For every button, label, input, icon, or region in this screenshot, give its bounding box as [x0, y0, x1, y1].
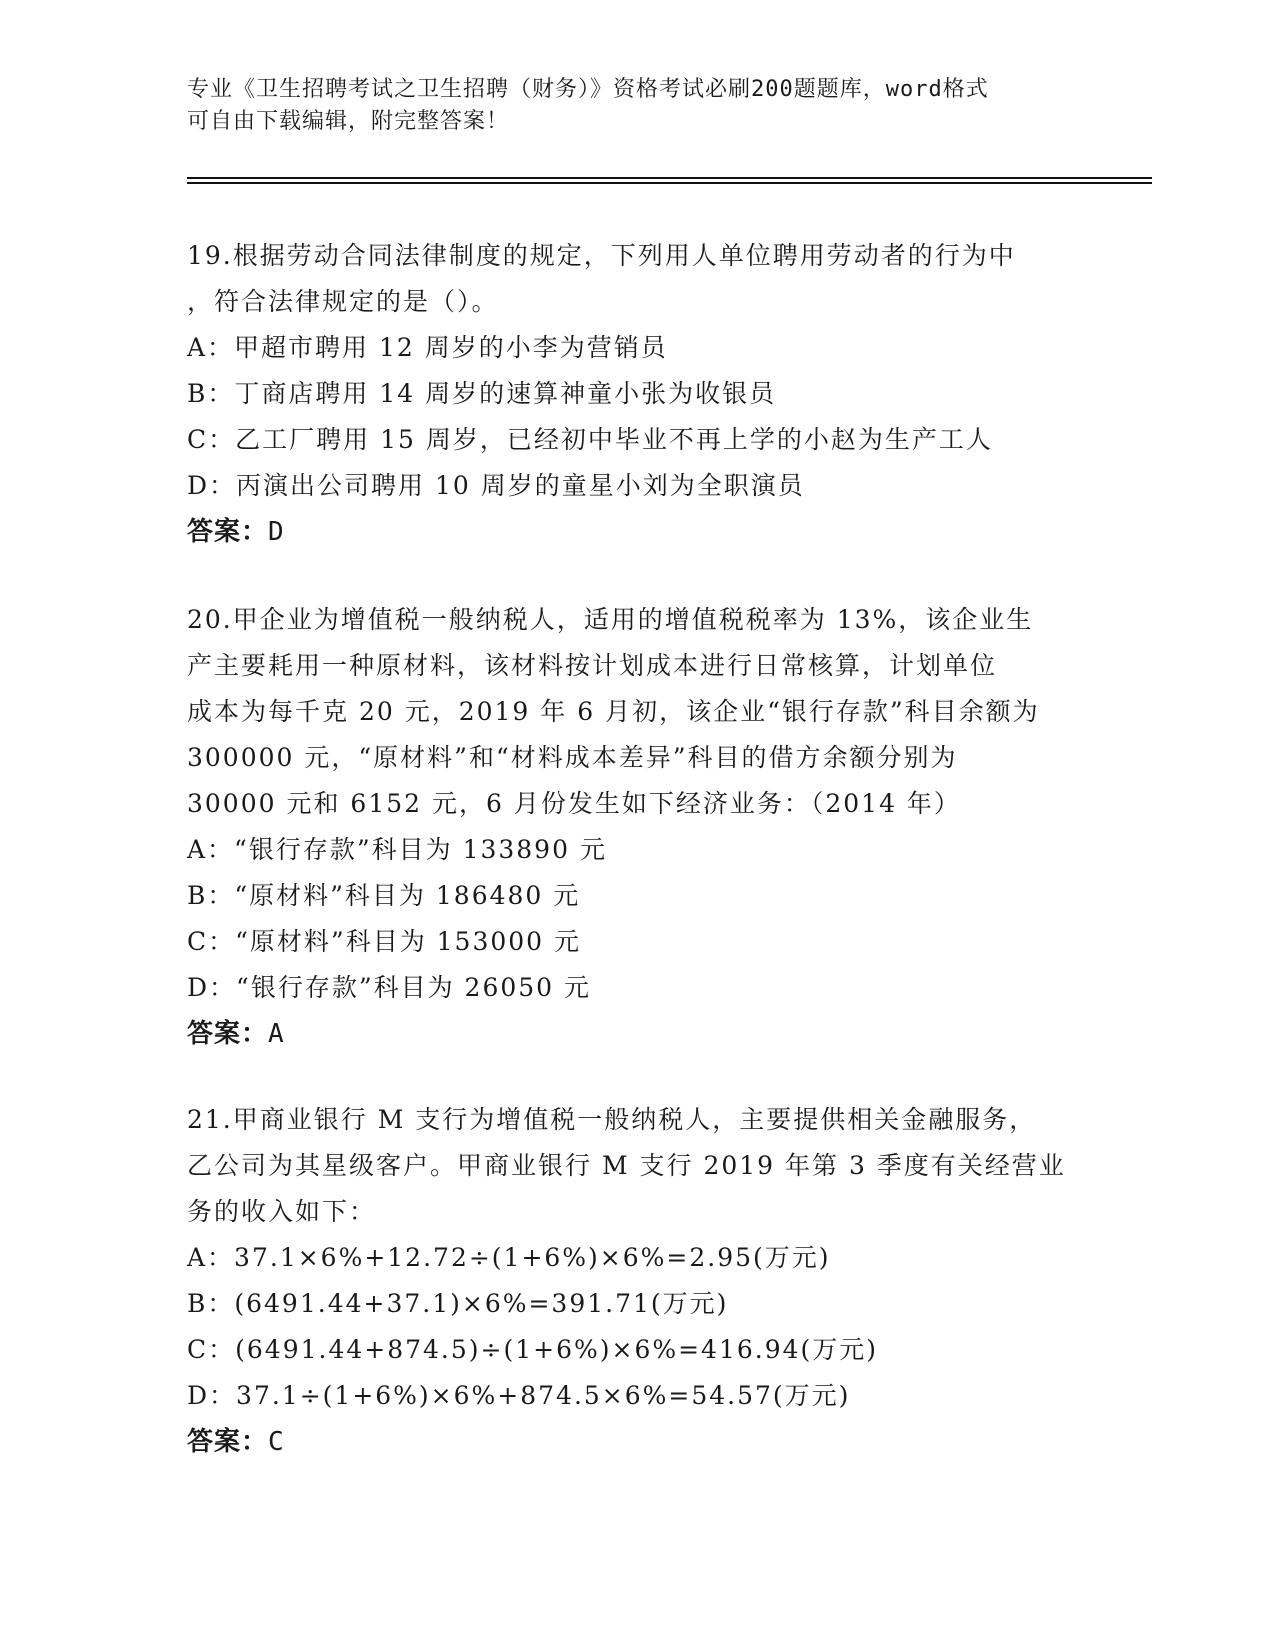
question-19	[187, 233, 1087, 555]
option-c: C：(6491.44+874.5)÷(1+6%)×6%=416.94(万元)	[187, 1335, 879, 1364]
answer-value: D	[268, 517, 285, 547]
option-c: C：乙工厂聘用 15 周岁，已经初中毕业不再上学的小赵为生产工人	[187, 425, 993, 454]
question-stem-line: 成本为每千克 20 元，2019 年 6 月初，该企业“银行存款”科目余额为	[187, 697, 1040, 726]
option-b: B：(6491.44+37.1)×6%=391.71(万元)	[187, 1289, 729, 1318]
document-header	[187, 74, 1087, 138]
answer-label: 答案：	[187, 1427, 269, 1457]
question-stem-line: 务的收入如下：	[187, 1197, 377, 1226]
question-stem-line: 30000 元和 6152 元，6 月份发生如下经济业务：（2014 年）	[187, 789, 961, 818]
answer-value: A	[268, 1019, 285, 1049]
option-a: A：37.1×6%+12.72÷(1+6%)×6%=2.95(万元)	[187, 1243, 831, 1272]
question-21	[187, 1097, 1087, 1465]
question-stem-line: 产主要耗用一种原材料，该材料按计划成本进行日常核算，计划单位	[187, 651, 998, 680]
answer-value: C	[268, 1427, 285, 1457]
question-20	[187, 597, 1087, 1057]
option-c: C：“原材料”科目为 153000 元	[187, 927, 582, 956]
answer-line	[187, 509, 1087, 555]
answer-line	[187, 1419, 1087, 1465]
header-divider-bottom	[187, 182, 1152, 184]
question-stem-line: 20.甲企业为增值税一般纳税人，适用的增值税税率为 13%，该企业生	[187, 605, 1034, 634]
header-line-2: 可自由下载编辑，附完整答案！	[187, 109, 510, 134]
answer-label: 答案：	[187, 1019, 269, 1049]
answer-line	[187, 1011, 1087, 1057]
option-a: A：“银行存款”科目为 133890 元	[187, 835, 607, 864]
option-b: B：“原材料”科目为 186480 元	[187, 881, 581, 910]
option-b: B：丁商店聘用 14 周岁的速算神童小张为收银员	[187, 379, 777, 408]
header-line-1: 专业《卫生招聘考试之卫生招聘（财务）》资格考试必刷200题题库，word格式	[187, 77, 989, 102]
answer-label: 答案：	[187, 517, 269, 547]
option-d: D：“银行存款”科目为 26050 元	[187, 973, 592, 1002]
header-divider-top	[187, 177, 1152, 179]
question-stem-line: 乙公司为其星级客户。甲商业银行 M 支行 2019 年第 3 季度有关经营业	[187, 1151, 1066, 1180]
question-stem-line: ，符合法律规定的是（）。	[187, 287, 499, 316]
question-stem-line: 300000 元，“原材料”和“材料成本差异”科目的借方余额分别为	[187, 743, 958, 772]
option-d: D：37.1÷(1+6%)×6%+874.5×6%=54.57(万元)	[187, 1381, 851, 1410]
question-stem-line: 21.甲商业银行 M 支行为增值税一般纳税人，主要提供相关金融服务，	[187, 1105, 1037, 1134]
option-a: A：甲超市聘用 12 周岁的小李为营销员	[187, 333, 668, 362]
option-d: D：丙演出公司聘用 10 周岁的童星小刘为全职演员	[187, 471, 805, 500]
question-stem-line: 19.根据劳动合同法律制度的规定，下列用人单位聘用劳动者的行为中	[187, 241, 1016, 270]
